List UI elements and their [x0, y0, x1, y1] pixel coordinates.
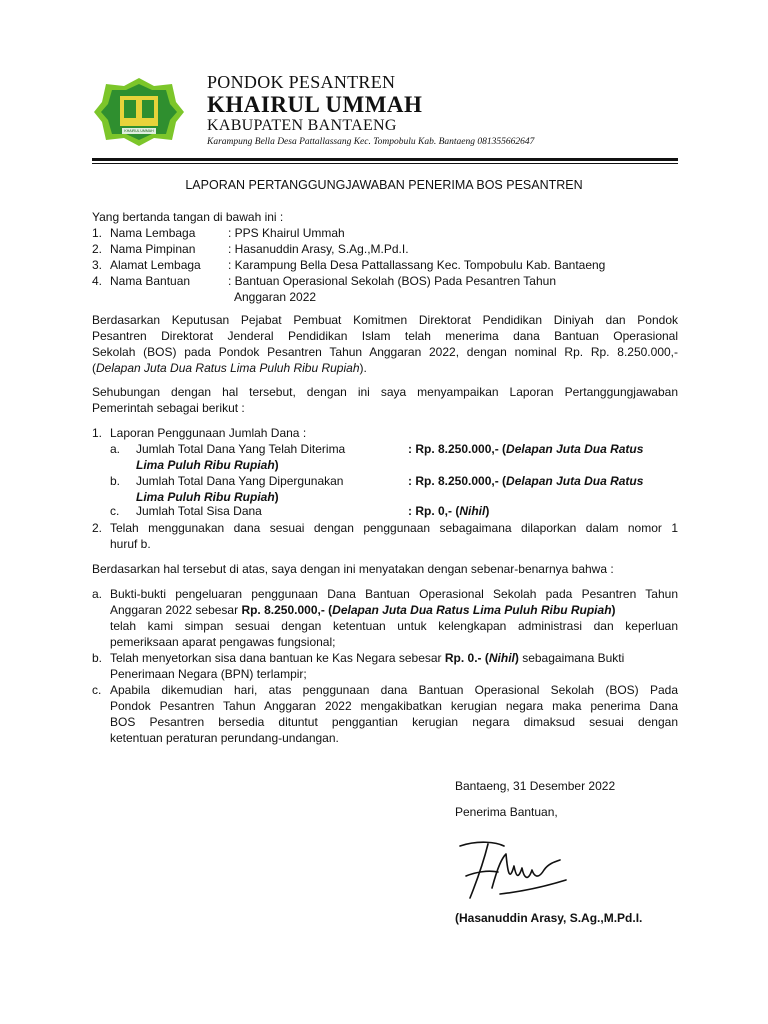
identity-value-2: : Hasanuddin Arasy, S.Ag.,M.Pd.I. — [228, 242, 409, 256]
report-row-b-figure: : Rp. 8.250.000,- ( — [408, 474, 507, 488]
para1-paren-close: ). — [359, 361, 367, 375]
header-divider-thick — [92, 158, 678, 161]
para1-line4 — [92, 360, 367, 376]
handwritten-signature — [448, 836, 578, 904]
identity-label-3: Alamat Lembaga — [110, 258, 201, 272]
report-row-a-figure: : Rp. 8.250.000,- ( — [408, 442, 507, 456]
report-item1-label: Laporan Penggunaan Jumlah Dana : — [110, 426, 307, 440]
report-row-a-label: Jumlah Total Dana Yang Telah Diterima — [136, 442, 346, 456]
signature-place-date: Bantaeng, 31 Desember 2022 — [455, 779, 616, 793]
report-item2-line2: huruf b. — [110, 537, 151, 551]
report-row-b-amount — [408, 473, 643, 489]
report-row-a-words-cont: Lima Puluh Ribu Rupiah — [136, 458, 275, 472]
report-row-b-close: ) — [274, 490, 279, 504]
para1-line3: Sekolah (BOS) pada Pondok Pesantren Tahun Anggaran 2022, dengan nominal Rp. Rp. 8.250.000,- — [92, 345, 678, 359]
identity-num-1: 1. — [92, 226, 103, 240]
logo-caption: KHAIRUL UMMAH — [124, 129, 154, 133]
statement-b-amount-words: Nihil — [488, 651, 515, 665]
identity-value-1: : PPS Khairul Ummah — [228, 226, 345, 240]
statement-c-line3: BOS Pesantren bersedia dituntut penggantian kerugian negara dimaksud sesuai dengan — [110, 715, 678, 729]
header-line-3: KABUPATEN BANTAENG — [207, 117, 397, 134]
identity-value-3: : Karampung Bella Desa Pattallassang Kec. Tompobulu Kab. Bantaeng — [228, 258, 606, 272]
para1-line1: Berdasarkan Keputusan Pejabat Pembuat Komitmen Direktorat Pendidikan Diniyah dan Pondok — [92, 313, 678, 327]
statement-a-close: ) — [611, 603, 616, 617]
report-row-a-amount — [408, 441, 643, 457]
signature-name: (Hasanuddin Arasy, S.Ag.,M.Pd.I. — [455, 911, 643, 925]
statement-b-post: sebagaimana Bukti — [518, 651, 625, 665]
identity-label-4: Nama Bantuan — [110, 274, 191, 288]
institution-logo — [92, 76, 186, 148]
report-row-a-words: Delapan Juta Dua Ratus — [506, 442, 644, 456]
para1-amount-words: Delapan Juta Dua Ratus Lima Puluh Ribu Rupiah — [96, 361, 360, 375]
statement-c-line1: Apabila dikemudian hari, atas penggunaan dana Bantuan Operasional Sekolah (BOS) Pada — [110, 683, 678, 697]
header-divider-thin — [92, 163, 678, 164]
report-item2-line1: Telah menggunakan dana sesuai dengan penggunaan sebagaimana dilaporkan dalam nomor 1 — [110, 521, 678, 535]
identity-label-2: Nama Pimpinan — [110, 242, 196, 256]
statement-c-line4: ketentuan peraturan perundang-undangan. — [110, 731, 339, 745]
report-row-c-words: Nihil — [459, 504, 486, 518]
signature-role: Penerima Bantuan, — [455, 805, 558, 819]
report-row-c-label: Jumlah Total Sisa Dana — [136, 504, 262, 518]
report-item1-num: 1. — [92, 426, 103, 440]
statement-b-line2: Penerimaan Negara (BPN) terlampir; — [110, 667, 307, 681]
report-row-c-amount — [408, 503, 489, 519]
identity-num-3: 3. — [92, 258, 103, 272]
identity-num-2: 2. — [92, 242, 103, 256]
document-title: LAPORAN PERTANGGUNGJAWABAN PENERIMA BOS PESANTREN — [185, 178, 583, 192]
header-address: Karampung Bella Desa Pattallassang Kec. Tompobulu Kab. Bantaeng 081355662647 — [207, 137, 535, 147]
statement-a-line2-pre: Anggaran 2022 sebesar — [110, 603, 242, 617]
report-row-b-words: Delapan Juta Dua Ratus — [506, 474, 644, 488]
report-item2-num: 2. — [92, 521, 103, 535]
report-row-c-figure: : Rp. 0,- ( — [408, 504, 460, 518]
para2-line1: Sehubungan dengan hal tersebut, dengan ini saya menyampaikan Laporan Pertanggungjawaban — [92, 385, 678, 399]
statement-b-close: ) — [514, 651, 519, 665]
para2-line2: Pemerintah sebagai berikut : — [92, 401, 245, 415]
statement-a-line3: telah kami simpan sesuai dengan ketentuan untuk kelengkapan administrasi dan keperluan — [110, 619, 678, 633]
header-institution-name: KHAIRUL UMMAH — [207, 92, 423, 117]
statement-b-amount: Rp. 0.- ( — [444, 651, 489, 665]
identity-value-4: : Bantuan Operasional Sekolah (BOS) Pada Pesantren Tahun — [228, 274, 556, 288]
statement-c-letter: c. — [92, 683, 102, 697]
statement-a-line1: Bukti-bukti pengeluaran penggunaan Dana Bantuan Operasional Sekolah pada Pesantren Tahun — [110, 587, 678, 601]
header-line-1: PONDOK PESANTREN — [207, 72, 396, 92]
report-row-b-label: Jumlah Total Dana Yang Dipergunakan — [136, 474, 344, 488]
report-row-a-close: ) — [274, 458, 279, 472]
report-row-c-letter: c. — [110, 504, 120, 518]
report-row-b-letter: b. — [110, 474, 121, 488]
statement-a-amount-words: Delapan Juta Dua Ratus Lima Puluh Ribu Rupiah — [332, 603, 612, 617]
identity-num-4: 4. — [92, 274, 103, 288]
statement-a-line4: pemeriksaan aparat pengawas fungsional; — [110, 635, 336, 649]
identity-value-4-cont: Anggaran 2022 — [234, 290, 317, 304]
statement-a-line2 — [110, 602, 616, 618]
identity-label-1: Nama Lembaga — [110, 226, 196, 240]
statement-b-letter: b. — [92, 651, 103, 665]
report-row-b-words-cont: Lima Puluh Ribu Rupiah — [136, 490, 275, 504]
report-row-a-cont — [136, 457, 279, 473]
statement-a-amount: Rp. 8.250.000,- ( — [241, 603, 333, 617]
statement-b-pre: Telah menyetorkan sisa dana bantuan ke Kas Negara sebesar — [110, 651, 445, 665]
report-row-a-letter: a. — [110, 442, 121, 456]
statement-b-line1 — [110, 650, 624, 666]
statement-a-letter: a. — [92, 587, 103, 601]
statement-c-line2: Pondok Pesantren Tahun Anggaran 2022 mengakibatkan kerugian negara maka penerima Dana — [110, 699, 678, 713]
para1-paren-open: ( — [92, 361, 96, 375]
intro-text: Yang bertanda tangan di bawah ini : — [92, 210, 284, 224]
para3: Berdasarkan hal tersebut di atas, saya dengan ini menyatakan dengan sebenar-benarnya bahwa : — [92, 562, 614, 576]
para1-line2: Pesantren Direktorat Jenderal Pendidikan Islam telah menerima dana Bantuan Operasional — [92, 329, 678, 343]
report-row-c-close: ) — [485, 504, 490, 518]
